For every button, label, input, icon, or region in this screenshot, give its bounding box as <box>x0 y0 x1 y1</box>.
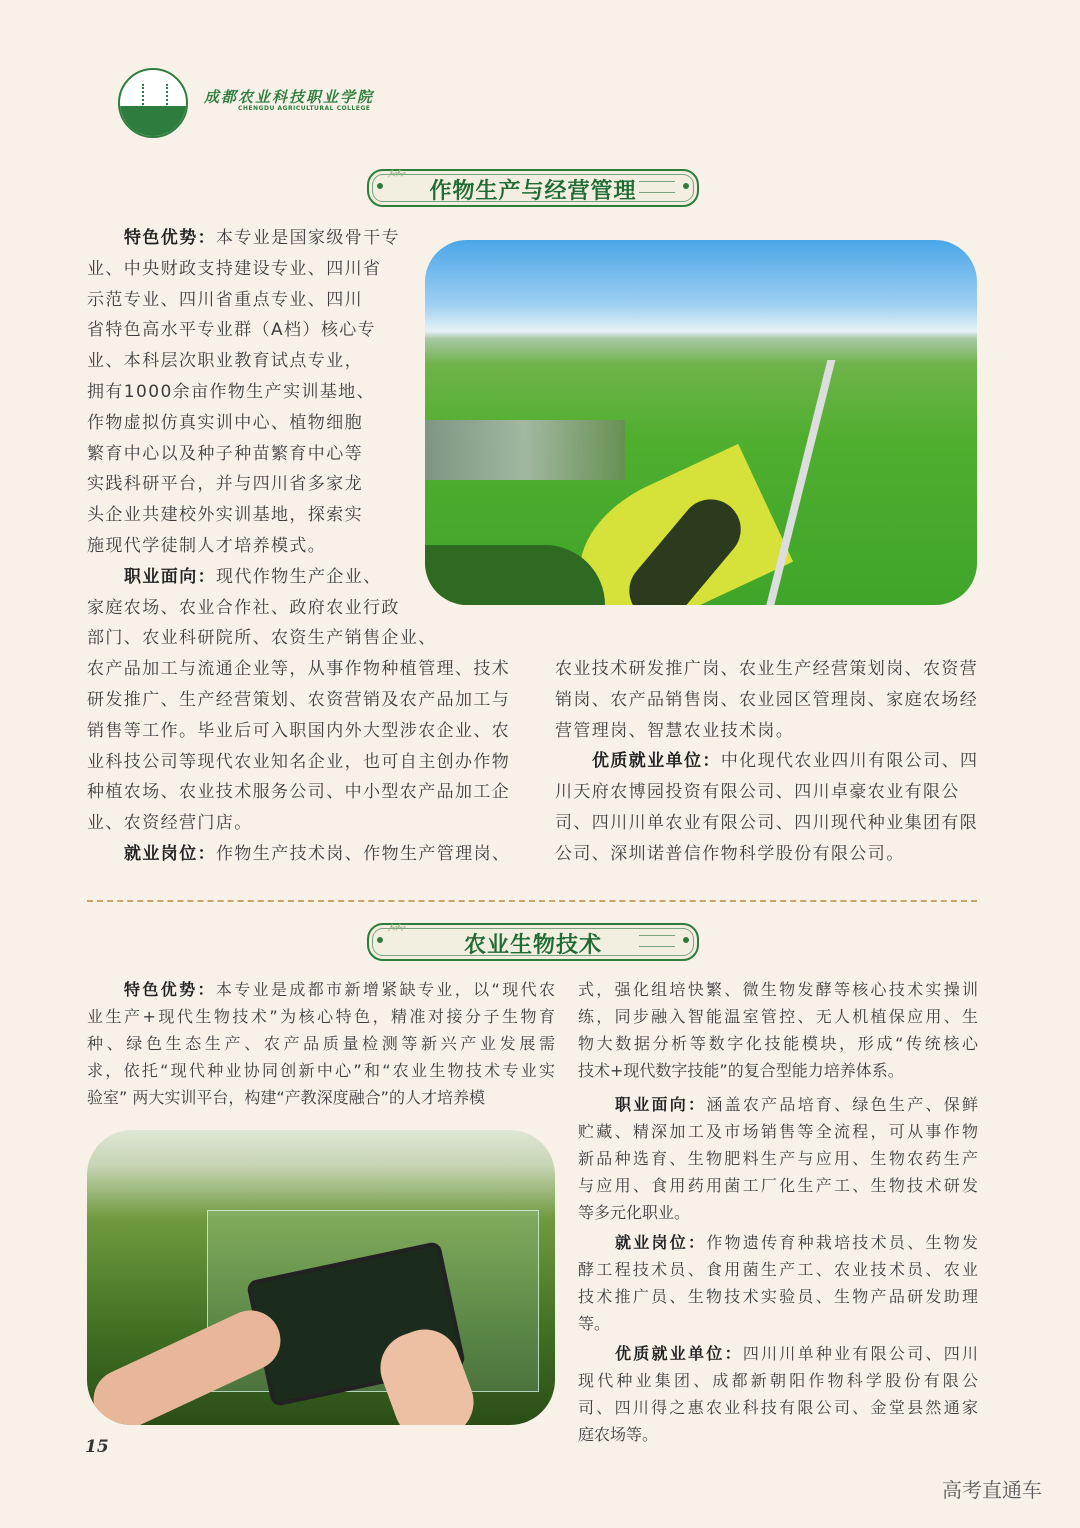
text-line-content: 作物生产技术岗、作物生产管理岗、 <box>216 843 511 864</box>
text-line <box>87 623 510 654</box>
text-line <box>578 1394 978 1421</box>
section-title: 农业生物技术 <box>463 932 602 958</box>
text-line-content: 拥有1000余亩作物生产实训基地、 <box>87 381 376 402</box>
text-line <box>87 1003 555 1030</box>
text-line <box>578 1118 978 1145</box>
text-line-content: 等多元化职业。 <box>578 1203 691 1222</box>
text-line-content: 等。 <box>578 1314 611 1333</box>
text-line-content: 物大数据分析等数字化技能模块，形成“传统核心 <box>578 1034 978 1053</box>
text-line <box>578 1172 978 1199</box>
text-line <box>87 808 510 839</box>
text-line-content: 销售等工作。毕业后可入职国内外大型涉农企业、农 <box>87 720 511 741</box>
bamboo-icon: ⺮ <box>387 921 407 945</box>
text-line <box>555 685 978 716</box>
text-line <box>578 1367 978 1394</box>
paragraph <box>555 746 978 869</box>
text-line <box>87 747 510 778</box>
text-line <box>87 408 510 439</box>
text-line <box>87 315 510 346</box>
text-line-content: 验室” 两大实训平台，构建“产教深度融合”的人才培养模 <box>87 1088 485 1107</box>
text-line <box>578 1256 978 1283</box>
text-line <box>87 439 510 470</box>
text-line-content: 公司、深圳诺普信作物科学股份有限公司。 <box>555 843 905 864</box>
text-line-content: 式，强化组培快繁、微生物发酵等核心技术实操训 <box>578 980 978 999</box>
watermark: 高考直通车 <box>942 1478 1042 1502</box>
text-line-content: 繁育中心以及种子种苗繁育中心等 <box>87 443 363 464</box>
paragraph <box>578 1091 978 1226</box>
text-line-content: 业生产+现代生物技术”为核心特色，精准对接分子生物育 <box>87 1007 555 1026</box>
paragraph-label: 就业岗位： <box>124 843 216 864</box>
text-line <box>578 1310 978 1337</box>
text-line <box>87 1030 555 1057</box>
text-line-content: 省特色高水平专业群（A档）核心专 <box>87 320 377 341</box>
text-line <box>578 976 978 1003</box>
text-line-content: 业科技公司等现代农业知名企业，也可自主创办作物 <box>87 751 511 772</box>
text-line-content: 本专业是成都市新增紧缺专业，以“现代农 <box>215 980 555 999</box>
text-line-content: 练，同步融入智能温室管控、无人机植保应用、生 <box>578 1007 978 1026</box>
text-line-content: 业、中央财政支持建设专业、四川省 <box>87 258 382 279</box>
school-name-en: CHENGDU AGRICULTURAL COLLEGE <box>238 105 371 112</box>
text-line-content: 中化现代农业四川有限公司、四 <box>720 751 979 772</box>
paragraph <box>578 976 978 1084</box>
text-line-content: 营管理岗、智慧农业技术岗。 <box>555 720 795 741</box>
paragraph <box>87 839 510 870</box>
text-line-content: 司、四川得之惠农业科技有限公司、金堂县然通家 <box>578 1398 978 1417</box>
text-line <box>578 1145 978 1172</box>
text-line-content: 技术推广员、生物技术实验员、生物产品研发助理 <box>578 1287 978 1306</box>
text-line-content: 研发推广、生产经营策划、农资营销及农产品加工与 <box>87 689 511 710</box>
text-line-content: 施现代学徒制人才培养模式。 <box>87 535 327 556</box>
text-line-content: 农产品加工与流通企业等，从事作物种植管理、技术 <box>87 659 511 680</box>
dot-icon <box>683 937 689 943</box>
s0-left-text <box>87 223 510 870</box>
text-line-content: 作物遗传育种栽培技术员、生物发 <box>706 1233 978 1252</box>
text-line <box>87 1057 555 1084</box>
dot-icon <box>683 183 689 189</box>
section-divider <box>87 900 977 902</box>
text-line-content: 业、农资经营门店。 <box>87 813 253 834</box>
text-line <box>87 500 510 531</box>
text-line <box>87 976 555 1003</box>
text-line <box>555 839 978 870</box>
school-name-cn: 成都农业科技职业学院 <box>204 88 375 106</box>
paragraph-label: 优质就业单位： <box>592 751 721 772</box>
text-line <box>555 746 978 777</box>
text-line-content: 新品种选育、生物肥料生产与应用、生物农药生产 <box>578 1149 978 1168</box>
section-title: 作物生产与经营管理 <box>429 178 637 204</box>
text-line <box>87 777 510 808</box>
s0-right-text <box>555 654 978 870</box>
text-line-content: 实践科研平台，并与四川省多家龙 <box>87 474 363 495</box>
text-line-content: 家庭农场、农业合作社、政府农业行政 <box>87 597 400 618</box>
paragraph <box>578 1340 978 1448</box>
text-line <box>578 1091 978 1118</box>
section-title-banner <box>367 169 699 207</box>
text-line <box>555 808 978 839</box>
text-line <box>87 1084 555 1111</box>
text-line <box>555 716 978 747</box>
paragraph <box>87 976 555 1111</box>
text-line-content: 部门、农业科研院所、农资生产销售企业、 <box>87 628 437 649</box>
text-line <box>87 285 510 316</box>
text-line-content: 现代种业集团、成都新朝阳作物科学股份有限公 <box>578 1371 978 1390</box>
text-line <box>555 654 978 685</box>
text-line <box>578 1199 978 1226</box>
paragraph-label: 特色优势： <box>124 228 216 248</box>
text-line-content: 本专业是国家级骨干专 <box>216 228 400 248</box>
tablet-in-field-photo <box>87 1130 555 1425</box>
text-line-content: 种、绿色生态生产、农产品质量检测等新兴产业发展需 <box>87 1034 555 1053</box>
text-line <box>87 654 510 685</box>
text-line <box>87 346 510 377</box>
text-line-content: 种植农场、农业技术服务公司、中小型农产品加工企 <box>87 782 511 803</box>
text-line-content: 示范专业、四川省重点专业、四川 <box>87 289 363 310</box>
paragraph-label: 就业岗位： <box>615 1233 707 1252</box>
text-line-content: 业、本科层次职业教育试点专业， <box>87 351 363 372</box>
text-line <box>87 839 510 870</box>
text-line <box>87 377 510 408</box>
text-line <box>87 531 510 562</box>
text-line-content: 四川川单种业有限公司、四川 <box>742 1344 978 1363</box>
text-line-content: 现代作物生产企业、 <box>216 566 382 587</box>
text-line <box>578 1421 978 1448</box>
paragraph <box>578 1229 978 1337</box>
text-line-content: 庭农场等。 <box>578 1425 659 1444</box>
paragraph <box>87 562 510 839</box>
text-line-content: 作物虚拟仿真实训中心、植物细胞 <box>87 412 363 433</box>
s1-left-text <box>87 976 555 1111</box>
text-line <box>578 1030 978 1057</box>
text-line <box>87 716 510 747</box>
text-line <box>87 469 510 500</box>
paragraph <box>87 223 510 562</box>
text-line-content: 求，依托“现代种业协同创新中心”和“农业生物技术专业实 <box>87 1061 555 1080</box>
s1-right-text <box>578 976 978 1448</box>
section-title-banner <box>367 923 699 961</box>
text-line <box>87 593 510 624</box>
text-line <box>87 223 510 254</box>
text-line <box>578 1340 978 1367</box>
text-line <box>87 562 510 593</box>
text-line-content: 头企业共建校外实训基地，探索实 <box>87 505 363 526</box>
text-line-content: 酵工程技术员、食用菌生产工、农业技术员、农业 <box>578 1260 978 1279</box>
decorative-lines-icon <box>639 181 675 193</box>
page-number: 15 <box>85 1437 109 1457</box>
text-line <box>87 254 510 285</box>
paragraph-label: 职业面向： <box>615 1095 707 1114</box>
text-line-content: 涵盖农产品培育、绿色生产、保鲜 <box>706 1095 978 1114</box>
text-line-content: 技术+现代数字技能”的复合型能力培养体系。 <box>578 1061 904 1080</box>
paragraph <box>555 654 978 746</box>
text-line-content: 川天府农博园投资有限公司、四川卓豪农业有限公 <box>555 782 960 803</box>
text-line <box>578 1003 978 1030</box>
text-line-content: 销岗、农产品销售岗、农业园区管理岗、家庭农场经 <box>555 689 979 710</box>
text-line-content: 与应用、食用药用菌工厂化生产工、生物技术研发 <box>578 1176 978 1195</box>
text-line <box>555 777 978 808</box>
decorative-lines-icon <box>639 935 675 947</box>
text-line-content: 农业技术研发推广岗、农业生产经营策划岗、农资营 <box>555 659 979 679</box>
college-logo <box>118 68 188 138</box>
text-line-content: 司、四川川单农业有限公司、四川现代种业集团有限 <box>555 812 979 833</box>
bamboo-icon: ⺮ <box>387 167 407 191</box>
paragraph-label: 优质就业单位： <box>615 1344 743 1363</box>
paragraph-label: 职业面向： <box>124 566 216 587</box>
text-line <box>87 685 510 716</box>
text-line <box>578 1057 978 1084</box>
paragraph-label: 特色优势： <box>124 980 216 999</box>
text-line <box>578 1283 978 1310</box>
text-line-content: 贮藏、精深加工及市场销售等全流程，可从事作物 <box>578 1122 978 1141</box>
text-line <box>578 1229 978 1256</box>
